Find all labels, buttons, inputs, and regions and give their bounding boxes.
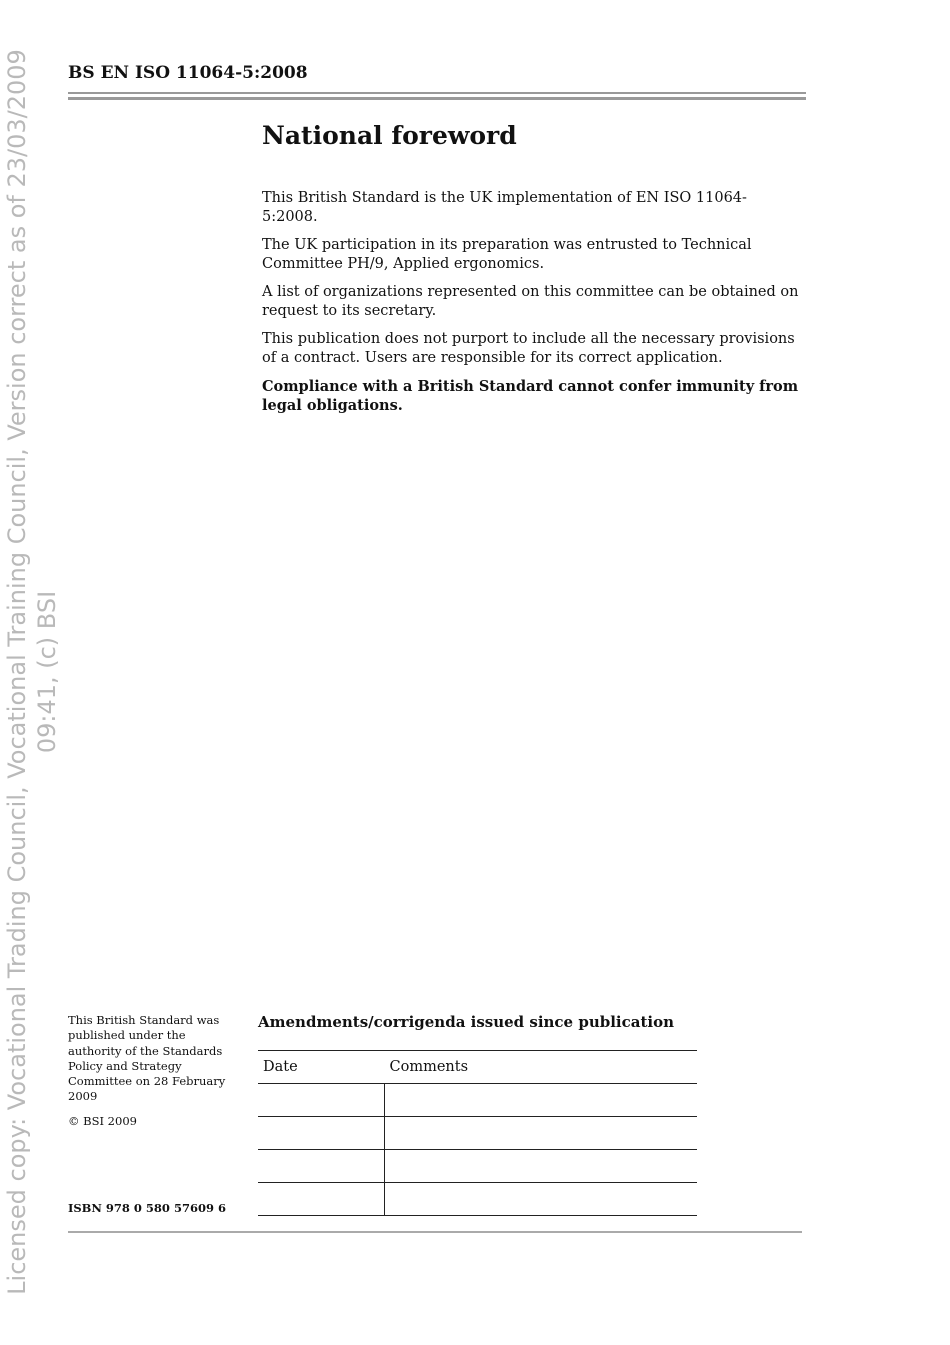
isbn: ISBN 978 0 580 57609 6	[68, 1201, 226, 1215]
compliance-notice: Compliance with a British Standard cannot confer immunity from legal obligations.	[262, 378, 799, 414]
table-row	[258, 1183, 697, 1216]
document-id: BS EN ISO 11064-5:2008	[68, 63, 308, 83]
table-row	[258, 1117, 697, 1150]
date-cell	[258, 1150, 385, 1183]
date-cell	[258, 1183, 385, 1216]
page-title: National foreword	[262, 121, 517, 150]
paragraph: This publication does not purport to include all the necessary provisions of a contract. Users are responsible for its correct application.	[262, 331, 795, 366]
publication-sidebar	[68, 1013, 240, 1129]
paragraph: The UK participation in its preparation was entrusted to Technical Committee PH/9, Applied ergonomics.	[262, 237, 752, 272]
header-rule	[68, 92, 806, 100]
publication-note: This British Standard was published under the authority of the Standards Policy and Strategy Committee on 28 February 2009	[68, 1013, 226, 1104]
comments-cell	[385, 1117, 698, 1150]
paragraph: This British Standard is the UK implementation of EN ISO 11064-5:2008.	[262, 190, 747, 225]
copyright: © BSI 2009	[68, 1113, 137, 1128]
column-header-comments: Comments	[385, 1051, 698, 1084]
table-row	[258, 1150, 697, 1183]
paragraph: A list of organizations represented on this committee can be obtained on request to its secretary.	[262, 284, 799, 319]
amendments-table	[258, 1050, 697, 1216]
table-header-row	[258, 1051, 697, 1084]
footer-rule	[68, 1231, 802, 1233]
comments-cell	[385, 1150, 698, 1183]
comments-cell	[385, 1084, 698, 1117]
date-cell	[258, 1117, 385, 1150]
watermark-text: Licensed copy: Vocational Trading Council, Vocational Training Council, Version correct as of 23/03/2009 09:41, (c) BSI	[3, 49, 61, 1295]
column-header-date: Date	[258, 1051, 385, 1084]
license-watermark	[0, 0, 64, 1345]
comments-cell	[385, 1183, 698, 1216]
foreword-body	[262, 189, 802, 424]
amendments-title: Amendments/corrigenda issued since publication	[258, 1013, 674, 1031]
date-cell	[258, 1084, 385, 1117]
table-row	[258, 1084, 697, 1117]
